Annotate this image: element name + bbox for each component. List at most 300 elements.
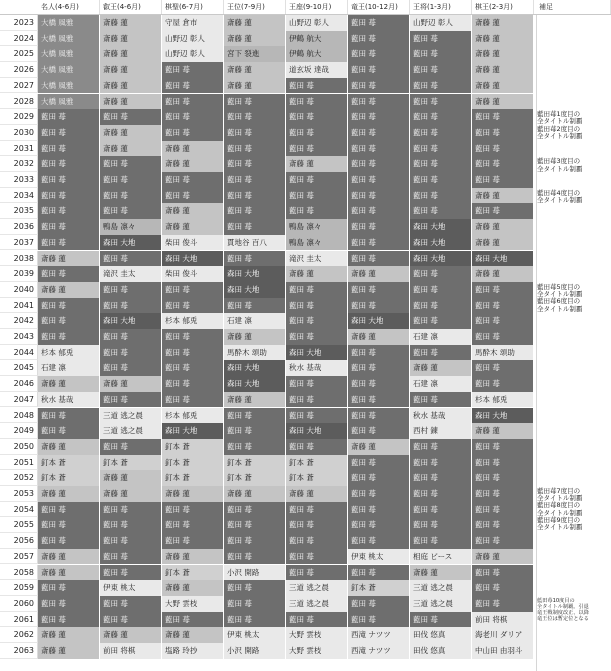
title-holder-cell[interactable]: 斎藤 蓮 [38,376,100,392]
column-header-6[interactable]: 王将(1-3月) [410,0,472,14]
title-holder-cell[interactable]: 藍田 苺 [348,423,410,439]
title-holder-cell[interactable]: 森田 大地 [224,266,286,282]
title-holder-cell[interactable]: 藍田 苺 [472,298,534,314]
title-holder-cell[interactable]: 小沢 開路 [224,643,286,659]
title-holder-cell[interactable]: 斎藤 蓮 [100,627,162,643]
title-holder-cell[interactable]: 斎藤 蓮 [348,266,410,282]
title-holder-cell[interactable]: 杉本 郁兎 [38,345,100,361]
column-header-5[interactable]: 竜王(10-12月) [348,0,410,14]
title-holder-cell[interactable]: 藍田 苺 [286,109,348,125]
title-holder-cell[interactable]: 藍田 苺 [224,172,286,188]
title-holder-cell[interactable]: 大野 雲枝 [286,627,348,643]
title-holder-cell[interactable]: 斎藤 蓮 [100,15,162,31]
title-holder-cell[interactable]: 釘本 蒼 [38,470,100,486]
title-holder-cell[interactable]: 藍田 苺 [348,141,410,157]
title-holder-cell[interactable]: 藍田 苺 [348,360,410,376]
title-holder-cell[interactable]: 釘本 蒼 [100,455,162,471]
title-holder-cell[interactable]: 道玄坂 達哉 [286,62,348,78]
year-cell[interactable]: 2051 [0,455,38,471]
title-holder-cell[interactable]: 藍田 苺 [410,141,472,157]
title-holder-cell[interactable]: 森田 大地 [100,313,162,329]
title-holder-cell[interactable]: 秋水 基哉 [410,408,472,424]
title-holder-cell[interactable]: 斎藤 蓮 [100,78,162,94]
title-holder-cell[interactable]: 藍田 苺 [410,156,472,172]
title-holder-cell[interactable]: 藍田 苺 [162,188,224,204]
note-cell[interactable]: 藍田苺3度目の 全タイトル制覇 [537,157,583,173]
column-header-3[interactable]: 王位(7-9月) [224,0,286,14]
title-holder-cell[interactable]: 藍田 苺 [410,313,472,329]
title-holder-cell[interactable]: 森田 大地 [162,423,224,439]
title-holder-cell[interactable]: 森田 大地 [224,360,286,376]
title-holder-cell[interactable]: 斎藤 蓮 [162,156,224,172]
year-cell[interactable]: 2031 [0,141,38,157]
year-cell[interactable]: 2049 [0,423,38,439]
title-holder-cell[interactable]: 藍田 苺 [472,313,534,329]
title-holder-cell[interactable]: 杉本 郁兎 [162,408,224,424]
year-cell[interactable]: 2062 [0,627,38,643]
title-holder-cell[interactable]: 藍田 苺 [348,31,410,47]
year-cell[interactable]: 2050 [0,439,38,455]
title-holder-cell[interactable]: 三道 逃之晨 [286,596,348,612]
title-holder-cell[interactable]: 大橋 風雅 [38,46,100,62]
year-cell[interactable]: 2027 [0,78,38,94]
title-holder-cell[interactable]: 伊東 桃太 [224,627,286,643]
title-holder-cell[interactable]: 藍田 苺 [224,612,286,628]
title-holder-cell[interactable]: 藍田 苺 [38,313,100,329]
title-holder-cell[interactable]: 藍田 苺 [348,392,410,408]
title-holder-cell[interactable]: 大橋 風雅 [38,94,100,110]
title-holder-cell[interactable]: 藍田 苺 [38,156,100,172]
title-holder-cell[interactable]: 藍田 苺 [410,533,472,549]
title-holder-cell[interactable]: 藍田 苺 [38,517,100,533]
year-cell[interactable]: 2063 [0,643,38,659]
title-holder-cell[interactable]: 斎藤 蓮 [38,486,100,502]
year-cell[interactable]: 2036 [0,219,38,235]
title-holder-cell[interactable]: 藍田 苺 [410,392,472,408]
year-cell[interactable]: 2038 [0,251,38,267]
title-holder-cell[interactable]: 鴨島 凛々 [286,235,348,251]
title-holder-cell[interactable]: 貫地谷 百八 [224,235,286,251]
title-holder-cell[interactable]: 藍田 苺 [162,376,224,392]
column-header-0[interactable]: 名人(4-6月) [38,0,100,14]
title-holder-cell[interactable]: 大橋 風雅 [38,62,100,78]
title-holder-cell[interactable]: 鴨島 凛々 [100,219,162,235]
title-holder-cell[interactable]: 斎藤 蓮 [472,94,534,110]
title-holder-cell[interactable]: 三道 逃之晨 [410,596,472,612]
title-holder-cell[interactable]: 藍田 苺 [224,125,286,141]
title-holder-cell[interactable]: 藍田 苺 [286,172,348,188]
note-cell[interactable]: 藍田苺1度目の 全タイトル制覇 藍田苺2度目の 全タイトル制覇 [537,110,583,140]
note-cell[interactable]: 藍田苺10度目の 全タイトル制覇。引退 竜王戦制度改正、以降 竜王位は暫定位となる [537,597,589,622]
title-holder-cell[interactable]: 藍田 苺 [162,517,224,533]
year-cell[interactable]: 2061 [0,612,38,628]
title-holder-cell[interactable]: 藍田 苺 [348,125,410,141]
title-holder-cell[interactable]: 藍田 苺 [100,360,162,376]
title-holder-cell[interactable]: 藍田 苺 [472,141,534,157]
title-holder-cell[interactable]: 斎藤 蓮 [224,486,286,502]
title-holder-cell[interactable]: 山野辺 彰人 [410,15,472,31]
title-holder-cell[interactable]: 藍田 苺 [410,172,472,188]
title-holder-cell[interactable]: 藍田 苺 [348,235,410,251]
title-holder-cell[interactable]: 斎藤 蓮 [472,549,534,565]
column-header-1[interactable]: 叡王(4-6月) [100,0,162,14]
year-cell[interactable]: 2045 [0,360,38,376]
title-holder-cell[interactable]: 石建 凛 [410,329,472,345]
title-holder-cell[interactable]: 斎藤 蓮 [472,266,534,282]
column-header-7[interactable]: 棋王(2-3月) [472,0,534,14]
title-holder-cell[interactable]: 斎藤 蓮 [286,266,348,282]
title-holder-cell[interactable]: 藍田 苺 [410,486,472,502]
title-holder-cell[interactable]: 藍田 苺 [410,455,472,471]
title-holder-cell[interactable]: 森田 大地 [286,423,348,439]
title-holder-cell[interactable]: 藍田 苺 [38,235,100,251]
title-holder-cell[interactable]: 小沢 開路 [224,565,286,581]
title-holder-cell[interactable]: 藍田 苺 [224,502,286,518]
title-holder-cell[interactable]: 藍田 苺 [224,94,286,110]
title-holder-cell[interactable]: 藍田 苺 [348,78,410,94]
title-holder-cell[interactable]: 斎藤 蓮 [224,31,286,47]
title-holder-cell[interactable]: 藍田 苺 [100,156,162,172]
title-holder-cell[interactable]: 釘本 蒼 [162,455,224,471]
title-holder-cell[interactable]: 藍田 苺 [410,62,472,78]
title-holder-cell[interactable]: 山野辺 彰人 [162,46,224,62]
title-holder-cell[interactable]: 森田 大地 [410,219,472,235]
title-holder-cell[interactable]: 藍田 苺 [348,156,410,172]
title-holder-cell[interactable]: 釘本 蒼 [348,580,410,596]
title-holder-cell[interactable]: 藍田 苺 [410,470,472,486]
title-holder-cell[interactable]: 藍田 苺 [100,517,162,533]
title-holder-cell[interactable]: 藍田 苺 [162,329,224,345]
title-holder-cell[interactable]: 前田 将棋 [100,643,162,659]
title-holder-cell[interactable]: 藍田 苺 [286,313,348,329]
title-holder-cell[interactable]: 藍田 苺 [472,376,534,392]
title-holder-cell[interactable]: 藍田 苺 [472,203,534,219]
title-holder-cell[interactable]: 斎藤 蓮 [162,549,224,565]
year-cell[interactable]: 2048 [0,408,38,424]
year-cell[interactable]: 2032 [0,156,38,172]
title-holder-cell[interactable]: 藍田 苺 [472,125,534,141]
title-holder-cell[interactable]: 斎藤 蓮 [224,62,286,78]
title-holder-cell[interactable]: 藍田 苺 [38,109,100,125]
year-cell[interactable]: 2040 [0,282,38,298]
title-holder-cell[interactable]: 斎藤 蓮 [100,46,162,62]
title-holder-cell[interactable]: 藍田 苺 [100,502,162,518]
title-holder-cell[interactable]: 藍田 苺 [286,125,348,141]
title-holder-cell[interactable]: 釘本 蒼 [224,470,286,486]
title-holder-cell[interactable]: 斎藤 蓮 [472,219,534,235]
year-cell[interactable]: 2024 [0,31,38,47]
title-holder-cell[interactable]: 西滝 ナツツ [348,627,410,643]
title-holder-cell[interactable]: 藍田 苺 [472,470,534,486]
title-holder-cell[interactable]: 藍田 苺 [162,109,224,125]
column-header-2[interactable]: 棋聖(6-7月) [162,0,224,14]
title-holder-cell[interactable]: 藍田 苺 [286,78,348,94]
title-holder-cell[interactable]: 藍田 苺 [162,360,224,376]
year-cell[interactable]: 2030 [0,125,38,141]
title-holder-cell[interactable]: 藍田 苺 [286,94,348,110]
title-holder-cell[interactable]: 藍田 苺 [410,94,472,110]
title-holder-cell[interactable]: 藍田 苺 [100,596,162,612]
title-holder-cell[interactable]: 藍田 苺 [472,439,534,455]
title-holder-cell[interactable]: 藍田 苺 [472,565,534,581]
year-cell[interactable]: 2059 [0,580,38,596]
title-holder-cell[interactable]: 斎藤 蓮 [472,15,534,31]
title-holder-cell[interactable]: 斎藤 蓮 [162,219,224,235]
title-holder-cell[interactable]: 藍田 苺 [472,596,534,612]
title-holder-cell[interactable]: 藍田 苺 [410,345,472,361]
title-holder-cell[interactable]: 藍田 苺 [100,109,162,125]
title-holder-cell[interactable]: 藍田 苺 [224,517,286,533]
title-holder-cell[interactable]: 斎藤 蓮 [472,46,534,62]
title-holder-cell[interactable]: 藍田 苺 [410,282,472,298]
title-holder-cell[interactable]: 藍田 苺 [410,125,472,141]
title-holder-cell[interactable]: 藍田 苺 [472,502,534,518]
year-cell[interactable]: 2042 [0,313,38,329]
title-holder-cell[interactable]: 馬酔木 頌助 [472,345,534,361]
title-holder-cell[interactable]: 藍田 苺 [348,282,410,298]
title-holder-cell[interactable]: 藍田 苺 [224,141,286,157]
title-holder-cell[interactable]: 藍田 苺 [38,612,100,628]
title-holder-cell[interactable]: 三道 逃之晨 [286,580,348,596]
title-holder-cell[interactable]: 藍田 苺 [410,266,472,282]
title-holder-cell[interactable]: 滝沢 圭太 [100,266,162,282]
title-holder-cell[interactable]: 釘本 蒼 [38,455,100,471]
title-holder-cell[interactable]: 森田 大地 [100,235,162,251]
title-holder-cell[interactable]: 藍田 苺 [224,549,286,565]
title-holder-cell[interactable]: 藍田 苺 [348,596,410,612]
title-holder-cell[interactable]: 森田 大地 [162,251,224,267]
title-holder-cell[interactable]: 斎藤 蓮 [38,549,100,565]
title-holder-cell[interactable]: 海老川 ダリア [472,627,534,643]
title-holder-cell[interactable]: 大橋 風雅 [38,15,100,31]
title-holder-cell[interactable]: 藍田 苺 [348,470,410,486]
year-cell[interactable]: 2057 [0,549,38,565]
title-holder-cell[interactable]: 藍田 苺 [38,580,100,596]
title-holder-cell[interactable]: 森田 大地 [348,313,410,329]
title-holder-cell[interactable]: 宮下 裂進 [224,46,286,62]
year-cell[interactable]: 2056 [0,533,38,549]
title-holder-cell[interactable]: 石建 凛 [410,376,472,392]
title-holder-cell[interactable]: 斎藤 蓮 [162,580,224,596]
title-holder-cell[interactable]: 藍田 苺 [38,596,100,612]
title-holder-cell[interactable]: 斎藤 蓮 [38,643,100,659]
title-holder-cell[interactable]: 藍田 苺 [224,156,286,172]
column-header-notes[interactable]: 補足 [536,0,611,14]
title-holder-cell[interactable]: 藍田 苺 [162,125,224,141]
title-holder-cell[interactable]: 藍田 苺 [348,298,410,314]
title-holder-cell[interactable]: 斎藤 蓮 [162,486,224,502]
title-holder-cell[interactable]: 斎藤 蓮 [38,439,100,455]
title-holder-cell[interactable]: 藍田 苺 [100,282,162,298]
title-holder-cell[interactable]: 藍田 苺 [162,612,224,628]
title-holder-cell[interactable]: 藍田 苺 [38,423,100,439]
title-holder-cell[interactable]: 藍田 苺 [286,203,348,219]
title-holder-cell[interactable]: 藍田 苺 [38,408,100,424]
title-holder-cell[interactable]: 中山田 由羽斗 [472,643,534,659]
title-holder-cell[interactable]: 斎藤 蓮 [286,486,348,502]
title-holder-cell[interactable]: 斎藤 蓮 [224,15,286,31]
title-holder-cell[interactable]: 藍田 苺 [472,580,534,596]
title-holder-cell[interactable]: 斎藤 蓮 [38,627,100,643]
title-holder-cell[interactable]: 藍田 苺 [410,31,472,47]
title-holder-cell[interactable]: 斎藤 蓮 [472,78,534,94]
title-holder-cell[interactable]: 藍田 苺 [348,486,410,502]
title-holder-cell[interactable]: 藍田 苺 [224,533,286,549]
title-holder-cell[interactable]: 藍田 苺 [348,15,410,31]
title-holder-cell[interactable]: 斎藤 蓮 [472,62,534,78]
year-cell[interactable]: 2041 [0,298,38,314]
title-holder-cell[interactable]: 藍田 苺 [472,486,534,502]
title-holder-cell[interactable]: 藍田 苺 [224,219,286,235]
title-holder-cell[interactable]: 藍田 苺 [162,345,224,361]
title-holder-cell[interactable]: 藍田 苺 [286,298,348,314]
title-holder-cell[interactable]: 藍田 苺 [348,46,410,62]
title-holder-cell[interactable]: 藍田 苺 [38,266,100,282]
title-holder-cell[interactable]: 杉本 郁兎 [472,392,534,408]
title-holder-cell[interactable]: 藍田 苺 [100,345,162,361]
title-holder-cell[interactable]: 藍田 苺 [286,408,348,424]
title-holder-cell[interactable]: 藍田 苺 [410,612,472,628]
year-cell[interactable]: 2054 [0,502,38,518]
title-holder-cell[interactable]: 伊鶴 航大 [286,31,348,47]
title-holder-cell[interactable]: 斎藤 蓮 [100,62,162,78]
title-holder-cell[interactable]: 藍田 苺 [348,455,410,471]
title-holder-cell[interactable]: 馬酔木 頌助 [224,345,286,361]
title-holder-cell[interactable]: 田伐 悠真 [410,643,472,659]
title-holder-cell[interactable]: 藍田 苺 [38,533,100,549]
title-holder-cell[interactable]: 藍田 苺 [224,408,286,424]
title-holder-cell[interactable]: 藍田 苺 [100,549,162,565]
title-holder-cell[interactable]: 石建 凛 [224,313,286,329]
title-holder-cell[interactable]: 斎藤 蓮 [348,439,410,455]
title-holder-cell[interactable]: 藍田 苺 [410,439,472,455]
year-cell[interactable]: 2029 [0,109,38,125]
title-holder-cell[interactable]: 藍田 苺 [224,109,286,125]
title-holder-cell[interactable]: 藍田 苺 [472,533,534,549]
title-holder-cell[interactable]: 釘本 蒼 [286,455,348,471]
title-holder-cell[interactable]: 藍田 苺 [472,455,534,471]
title-holder-cell[interactable]: 森田 大地 [286,345,348,361]
title-holder-cell[interactable]: 藍田 苺 [410,502,472,518]
title-holder-cell[interactable]: 藍田 苺 [224,423,286,439]
title-holder-cell[interactable]: 藍田 苺 [38,125,100,141]
title-holder-cell[interactable]: 藍田 苺 [224,251,286,267]
title-holder-cell[interactable]: 斎藤 蓮 [410,565,472,581]
title-holder-cell[interactable]: 藍田 苺 [162,502,224,518]
title-holder-cell[interactable]: 藍田 苺 [410,188,472,204]
title-holder-cell[interactable]: 藍田 苺 [348,565,410,581]
title-holder-cell[interactable]: 藍田 苺 [348,251,410,267]
title-holder-cell[interactable]: 藍田 苺 [348,408,410,424]
title-holder-cell[interactable]: 秋水 基哉 [286,360,348,376]
title-holder-cell[interactable]: 伊東 桃太 [348,549,410,565]
title-holder-cell[interactable]: 藍田 苺 [472,109,534,125]
title-holder-cell[interactable]: 藍田 苺 [286,392,348,408]
title-holder-cell[interactable]: 藍田 苺 [100,172,162,188]
title-holder-cell[interactable]: 藍田 苺 [100,298,162,314]
title-holder-cell[interactable]: 藍田 苺 [162,282,224,298]
title-holder-cell[interactable]: 森田 大地 [224,282,286,298]
title-holder-cell[interactable]: 藍田 苺 [38,188,100,204]
title-holder-cell[interactable]: 前田 将棋 [472,612,534,628]
year-cell[interactable]: 2035 [0,203,38,219]
title-holder-cell[interactable]: 藍田 苺 [162,94,224,110]
title-holder-cell[interactable]: 大野 雲枝 [162,596,224,612]
title-holder-cell[interactable]: 藍田 苺 [286,549,348,565]
title-holder-cell[interactable]: 森田 大地 [472,251,534,267]
title-holder-cell[interactable]: 藍田 苺 [100,533,162,549]
title-holder-cell[interactable]: 藍田 苺 [410,109,472,125]
title-holder-cell[interactable]: 藍田 苺 [286,565,348,581]
title-holder-cell[interactable]: 斎藤 蓮 [100,376,162,392]
title-holder-cell[interactable]: 斎藤 蓮 [38,282,100,298]
title-holder-cell[interactable]: 藍田 苺 [286,141,348,157]
title-holder-cell[interactable]: 森田 大地 [472,408,534,424]
title-holder-cell[interactable]: 藍田 苺 [472,517,534,533]
title-holder-cell[interactable]: 西滝 ナツツ [348,643,410,659]
title-holder-cell[interactable]: 柴田 俊斗 [162,266,224,282]
title-holder-cell[interactable]: 藍田 苺 [224,439,286,455]
title-holder-cell[interactable]: 斎藤 蓮 [162,203,224,219]
title-holder-cell[interactable]: 釘本 蒼 [162,565,224,581]
title-holder-cell[interactable]: 藍田 苺 [410,78,472,94]
title-holder-cell[interactable]: 伊東 桃太 [100,580,162,596]
title-holder-cell[interactable]: 藍田 苺 [348,203,410,219]
title-holder-cell[interactable]: 森田 大地 [410,251,472,267]
title-holder-cell[interactable]: 森田 大地 [410,235,472,251]
title-holder-cell[interactable]: 藍田 苺 [100,439,162,455]
year-cell[interactable]: 2060 [0,596,38,612]
title-holder-cell[interactable]: 藍田 苺 [224,298,286,314]
title-holder-cell[interactable]: 藍田 苺 [38,298,100,314]
title-holder-cell[interactable]: 藍田 苺 [472,360,534,376]
title-holder-cell[interactable]: 斎藤 蓮 [472,31,534,47]
title-holder-cell[interactable]: 藍田 苺 [410,46,472,62]
title-holder-cell[interactable]: 藍田 苺 [348,62,410,78]
year-cell[interactable]: 2028 [0,94,38,110]
year-cell[interactable]: 2039 [0,266,38,282]
title-holder-cell[interactable]: 石建 凛 [38,360,100,376]
title-holder-cell[interactable]: 杉本 郁兎 [162,313,224,329]
year-cell[interactable]: 2046 [0,376,38,392]
title-holder-cell[interactable]: 釘本 蒼 [286,470,348,486]
title-holder-cell[interactable]: 藍田 苺 [348,376,410,392]
title-holder-cell[interactable]: 藍田 苺 [224,596,286,612]
note-cell[interactable]: 藍田苺7度目の 全タイトル制覇 藍田苺8度目の 全タイトル制覇 藍田苺9度目の 全タイトル制覇 [537,487,583,532]
title-holder-cell[interactable]: 藍田 苺 [286,502,348,518]
year-cell[interactable]: 2044 [0,345,38,361]
title-holder-cell[interactable]: 藍田 苺 [348,109,410,125]
title-holder-cell[interactable]: 釘本 蒼 [162,439,224,455]
title-holder-cell[interactable]: 藍田 苺 [38,203,100,219]
title-holder-cell[interactable]: 藍田 苺 [100,251,162,267]
title-holder-cell[interactable]: 藍田 苺 [100,203,162,219]
year-cell[interactable]: 2025 [0,46,38,62]
title-holder-cell[interactable]: 秋水 基哉 [38,392,100,408]
title-holder-cell[interactable]: 三道 逃之晨 [410,580,472,596]
title-holder-cell[interactable]: 斎藤 蓮 [100,31,162,47]
title-holder-cell[interactable]: 藍田 苺 [100,612,162,628]
title-holder-cell[interactable]: 藍田 苺 [348,612,410,628]
title-holder-cell[interactable]: 藍田 苺 [286,376,348,392]
year-cell[interactable]: 2053 [0,486,38,502]
title-holder-cell[interactable]: 守屋 倉市 [162,15,224,31]
title-holder-cell[interactable]: 伊鶴 航大 [286,46,348,62]
title-holder-cell[interactable]: 斎藤 蓮 [410,360,472,376]
title-holder-cell[interactable]: 田伐 悠真 [410,627,472,643]
title-holder-cell[interactable]: 斎藤 蓮 [162,141,224,157]
year-cell[interactable]: 2023 [0,15,38,31]
